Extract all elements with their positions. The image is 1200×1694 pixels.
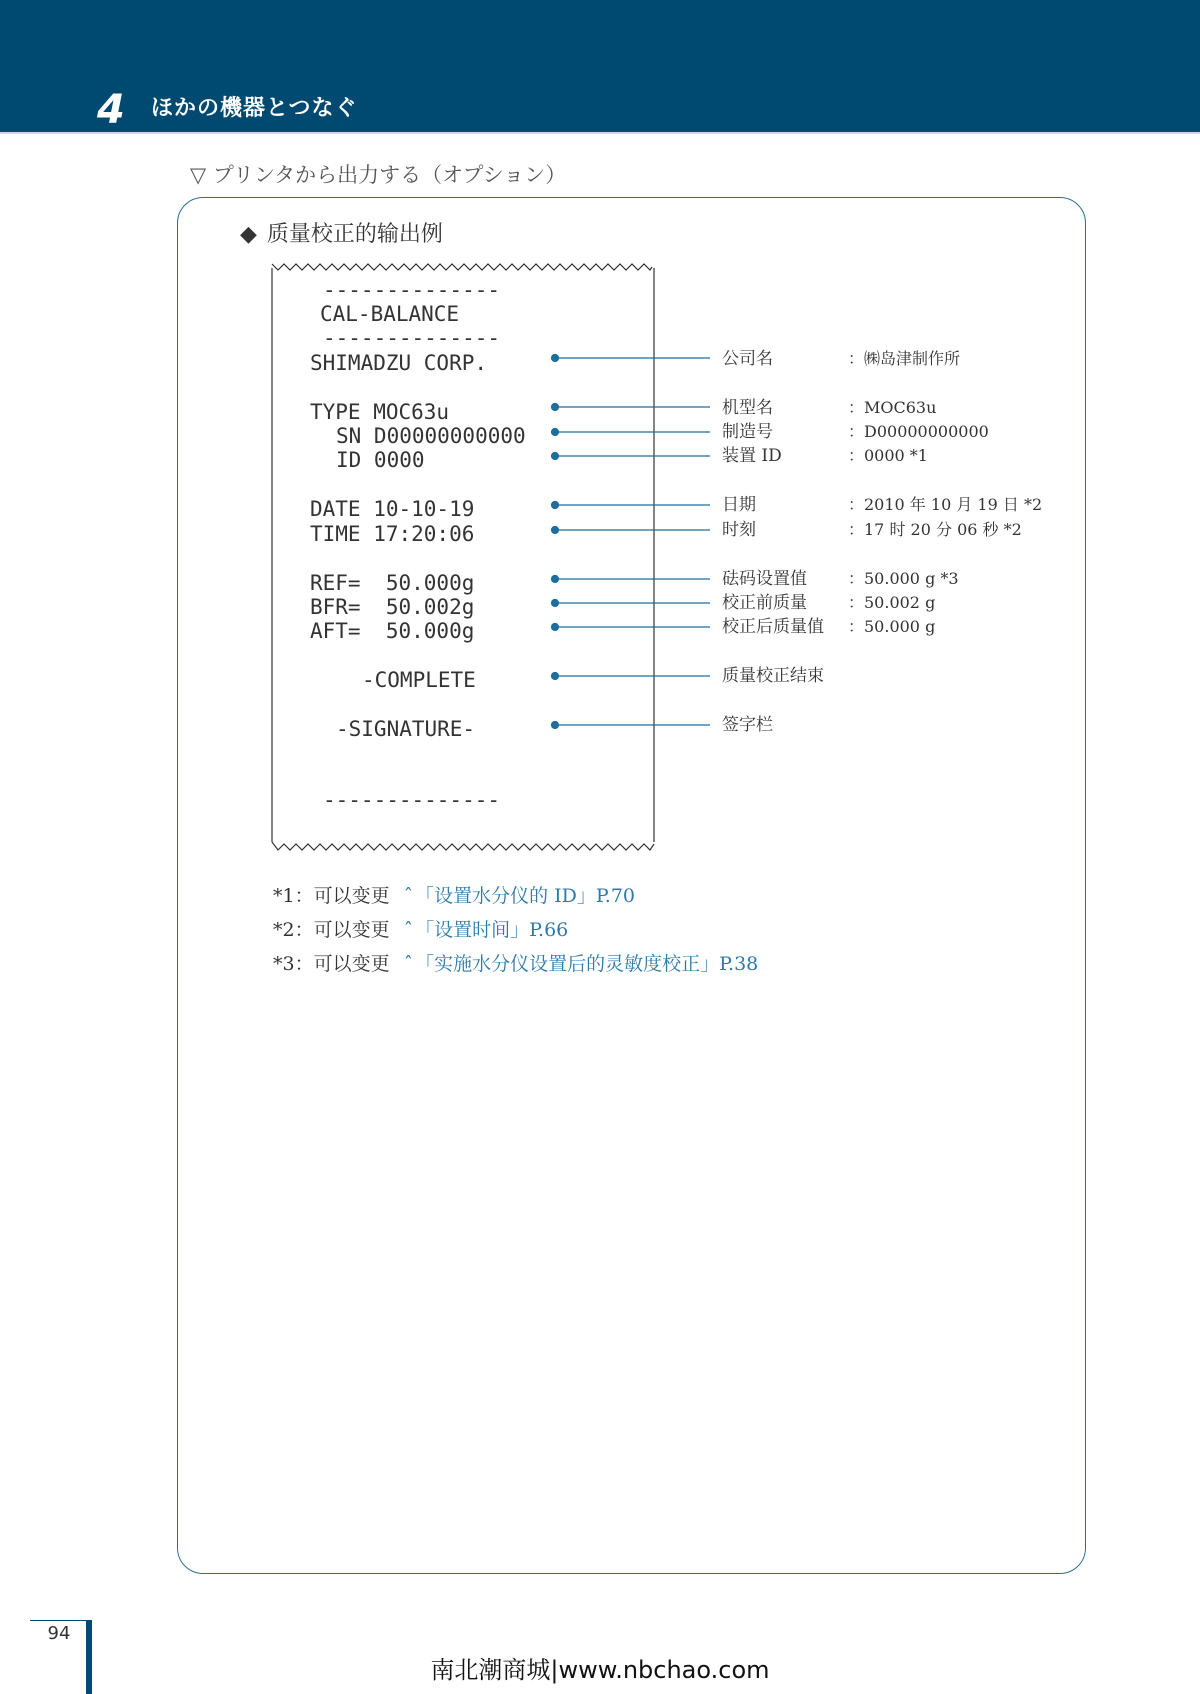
watermark: 南北潮商城|www.nbchao.com [430,1656,770,1684]
triangle-marker-icon: ▽ [190,163,207,187]
footnote-3: *3：可以变更 ˆ 「实施水分仪设置后的灵敏度校正」P.38 [273,953,759,975]
receipt-ref: REF= 50.000g [310,571,475,595]
receipt-signature: -SIGNATURE- [336,717,476,741]
annotation-value-date: ：2010 年 10 月 19 日 *2 [848,495,1043,514]
receipt-type: TYPE MOC63u [310,400,450,424]
annotation-value-ref-weight: ：50.000 g *3 [848,569,959,588]
footnote-3-link[interactable]: 「实施水分仪设置后的灵敏度校正」P.38 [415,953,759,975]
page-number-rule [30,1620,88,1621]
footnote-1-link[interactable]: 「设置水分仪的 ID」P.70 [415,885,636,907]
annotation-label-time: 时刻 [722,520,756,540]
receipt-complete: -COMPLETE [362,668,476,692]
annotation-label-ref-weight: 砝码设置值 [722,569,807,589]
leader-lines [552,355,711,729]
annotation-value-after-mass: ：50.000 g [848,617,936,636]
annotation-label-company: 公司名 [722,349,773,369]
receipt-company: SHIMADZU CORP. [310,351,488,375]
annotation-value-device-id: ：0000 *1 [848,446,928,465]
annotation-value-company: ：㈱岛津制作所 [848,349,961,368]
receipt-time: TIME 17:20:06 [310,522,475,546]
receipt-id: ID 0000 [336,448,425,472]
footnote-1: *1：可以变更 ˆ 「设置水分仪的 ID」P.70 [273,885,636,907]
diamond-marker-icon: ◆ [240,222,257,247]
annotation-label-complete: 质量校正结束 [722,666,824,686]
chapter-number: 4 [97,87,125,133]
page-number: 94 [47,1623,71,1644]
annotation-label-device-id: 装置 ID [722,446,782,466]
annotation-label-serial: 制造号 [722,422,773,442]
receipt-heading: CAL-BALANCE [320,302,460,326]
annotation-label-type: 机型名 [722,398,773,418]
annotation-value-type: ：MOC63u [848,398,937,417]
receipt-top-torn-edge [272,264,652,270]
receipt-bfr: BFR= 50.002g [310,595,475,619]
box-title-text: 质量校正的输出例 [266,222,443,247]
section-title-text: プリンタから出力する（オプション） [212,163,567,187]
receipt-sn: SN D00000000000 [336,424,526,448]
footnote-2: *2：可以变更 ˆ 「设置时间」P.66 [273,919,569,941]
annotation-label-date: 日期 [722,495,756,515]
annotation-label-signature: 签字栏 [722,715,773,735]
receipt-date: DATE 10-10-19 [310,497,475,521]
annotation-value-before-mass: ：50.002 g [848,593,936,612]
reference-caret-icon: ˆ [403,919,414,941]
footnote-2-link[interactable]: 「设置时间」P.66 [415,919,569,941]
annotation-label-before-mass: 校正前质量 [722,593,807,613]
receipt-bottom-torn-edge [272,842,654,850]
annotation-label-after-mass: 校正后质量值 [722,617,824,637]
receipt-aft: AFT= 50.000g [310,619,475,643]
annotation-value-time: ：17 时 20 分 06 秒 *2 [848,520,1022,539]
chapter-title: ほかの機器とつなぐ [151,96,358,121]
section-title [190,160,566,190]
receipt-dash-mid: -------------- [323,326,501,350]
reference-caret-icon: ˆ [403,885,414,907]
receipt-dash-top: -------------- [323,278,501,302]
annotation-value-serial: ：D00000000000 [848,422,989,441]
reference-caret-icon: ˆ [403,953,414,975]
receipt-dash-bottom: -------------- [323,788,501,812]
box-title [240,220,443,250]
